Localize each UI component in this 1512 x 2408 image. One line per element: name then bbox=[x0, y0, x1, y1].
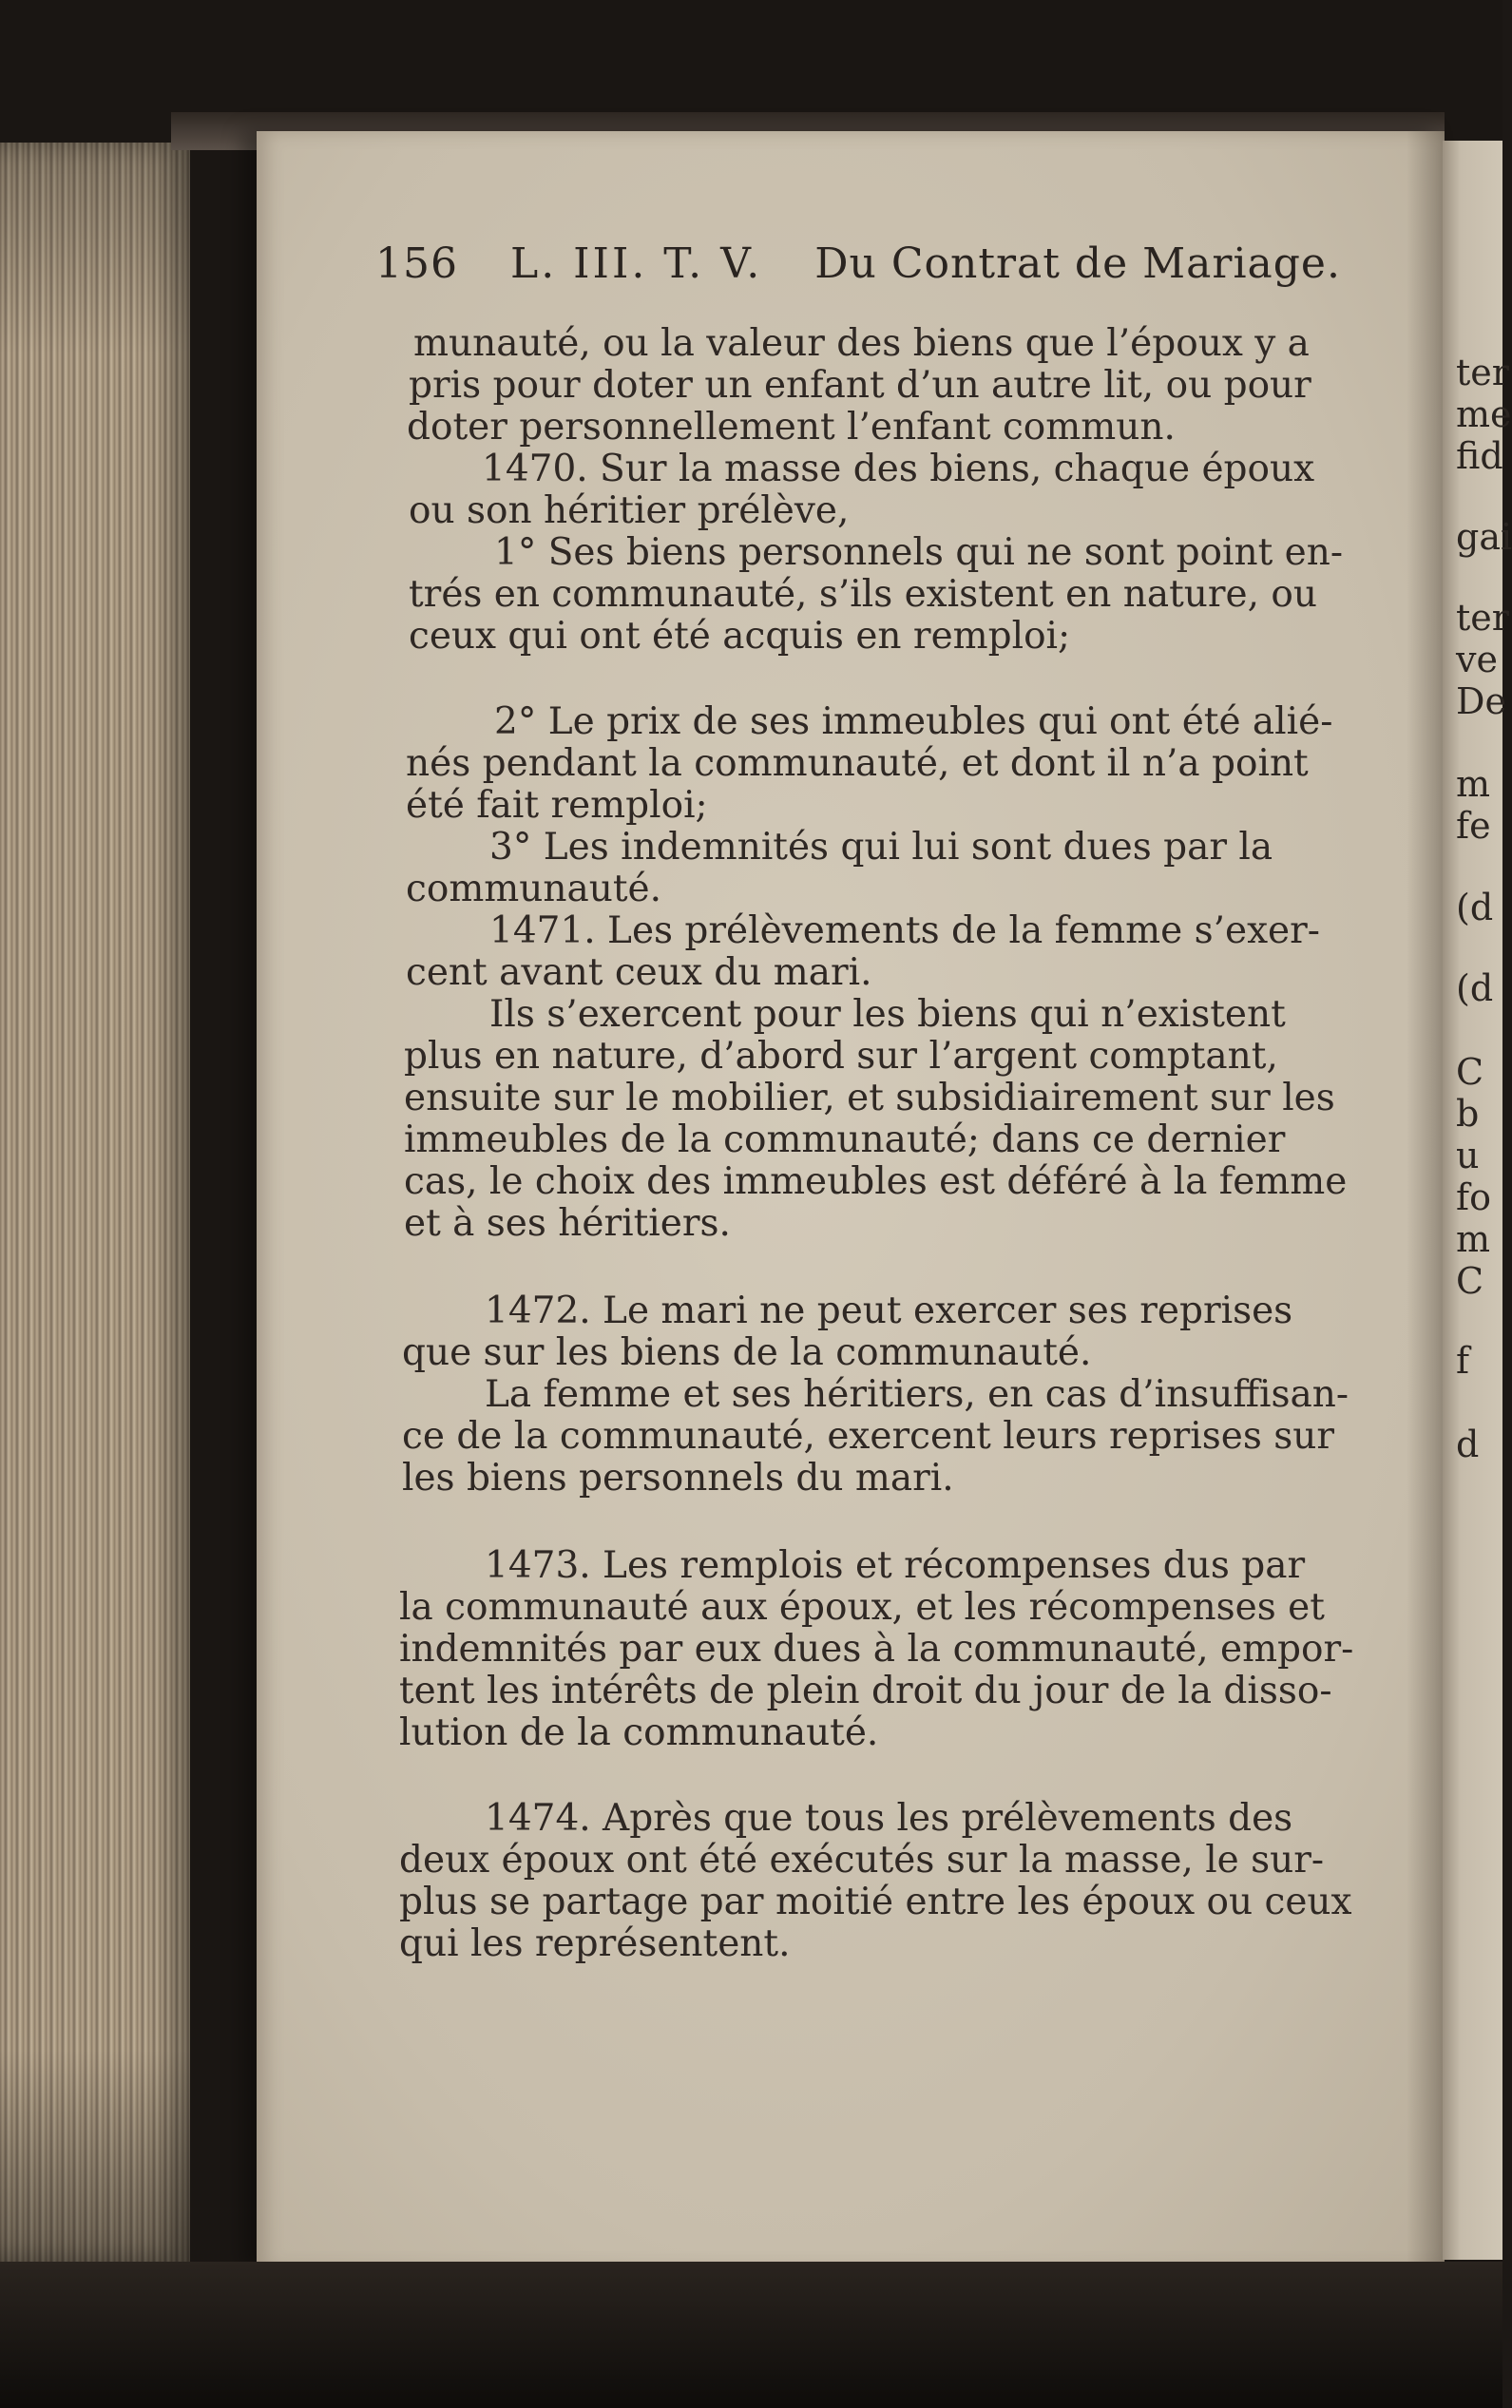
text-line: cas, le choix des immeubles est déféré à la femme bbox=[404, 1160, 1348, 1203]
facing-fragment: m bbox=[1456, 763, 1491, 805]
chapter-title: Du Contrat de Mariage. bbox=[814, 239, 1341, 288]
facing-fragment: fe bbox=[1456, 805, 1491, 847]
facing-fragment: C bbox=[1456, 1051, 1484, 1093]
facing-fragment: u bbox=[1456, 1135, 1480, 1176]
text-line: ceux qui ont été acquis en remploi; bbox=[409, 615, 1071, 658]
text-line: les biens personnels du mari. bbox=[402, 1457, 954, 1500]
text-line: que sur les biens de la communauté. bbox=[402, 1331, 1092, 1374]
facing-fragment: d bbox=[1456, 1424, 1480, 1465]
text-line: 1° Ses biens personnels qui ne sont point en- bbox=[494, 531, 1344, 574]
text-line: tent les intérêts de plein droit du jour de la disso- bbox=[399, 1670, 1332, 1712]
facing-page bbox=[1443, 141, 1512, 2260]
text-line: deux époux ont été exécutés sur la masse, le sur- bbox=[399, 1839, 1325, 1882]
text-line: 1472. Le mari ne peut exercer ses reprises bbox=[485, 1290, 1293, 1332]
gutter-shadow bbox=[1407, 131, 1445, 2269]
text-line: plus se partage par moitié entre les époux ou ceux bbox=[399, 1881, 1352, 1923]
facing-fragment: b bbox=[1456, 1093, 1480, 1135]
text-line: munauté, ou la valeur des biens que l’époux y a bbox=[413, 322, 1310, 365]
text-line: qui les représentent. bbox=[399, 1922, 791, 1965]
facing-fragment: ve bbox=[1456, 639, 1498, 680]
text-line: ou son héritier prélève, bbox=[409, 489, 850, 532]
facing-fragment: gai bbox=[1456, 516, 1512, 558]
text-line: 1473. Les remplois et récompenses dus par bbox=[485, 1544, 1306, 1587]
text-line: immeubles de la communauté; dans ce dernier bbox=[404, 1118, 1286, 1161]
facing-fragment: m bbox=[1456, 1218, 1491, 1260]
text-line: nés pendant la communauté, et dont il n’a point bbox=[406, 742, 1309, 785]
text-line: 3° Les indemnités qui lui sont dues par la bbox=[489, 826, 1273, 869]
text-line: 1470. Sur la masse des biens, chaque époux bbox=[482, 448, 1315, 490]
facing-fragment: f bbox=[1456, 1340, 1470, 1382]
text-line: La femme et ses héritiers, en cas d’insuffisan- bbox=[485, 1373, 1349, 1416]
facing-fragment: fo bbox=[1456, 1176, 1491, 1218]
facing-fragment: (d bbox=[1456, 967, 1494, 1009]
text-line: indemnités par eux dues à la communauté, empor- bbox=[399, 1628, 1354, 1671]
text-line: communauté. bbox=[406, 868, 662, 910]
text-line: ensuite sur le mobilier, et subsidiairement sur les bbox=[404, 1077, 1335, 1119]
text-line: et à ses héritiers. bbox=[404, 1202, 731, 1245]
facing-fragment: C bbox=[1456, 1260, 1484, 1302]
book-reference: L. III. T. V. bbox=[509, 239, 763, 288]
text-line: pris pour doter un enfant d’un autre lit, ou pour bbox=[409, 364, 1311, 407]
text-line: cent avant ceux du mari. bbox=[406, 951, 872, 994]
text-line: la communauté aux époux, et les récompenses et bbox=[399, 1586, 1325, 1629]
facing-fragment: ter bbox=[1456, 352, 1509, 393]
text-line: lution de la communauté. bbox=[399, 1711, 879, 1754]
text-line: 1474. Après que tous les prélèvements des bbox=[485, 1797, 1293, 1840]
text-line: Ils s’exercent pour les biens qui n’existent bbox=[489, 993, 1286, 1036]
table-shadow bbox=[0, 2262, 1502, 2408]
text-line: 2° Le prix de ses immeubles qui ont été alié- bbox=[494, 700, 1333, 743]
facing-fragment: fid bbox=[1456, 435, 1503, 477]
facing-fragment: De bbox=[1456, 680, 1506, 722]
text-line: trés en communauté, s’ils existent en nature, ou bbox=[409, 573, 1317, 616]
text-line: doter personnellement l’enfant commun. bbox=[407, 406, 1176, 449]
facing-fragment: me bbox=[1456, 393, 1512, 435]
page-edges bbox=[0, 143, 190, 2262]
running-head bbox=[375, 239, 1341, 288]
facing-fragment: (d bbox=[1456, 887, 1494, 928]
text-line: plus en nature, d’abord sur l’argent comptant, bbox=[404, 1035, 1278, 1078]
text-line: 1471. Les prélèvements de la femme s’exer- bbox=[489, 909, 1320, 952]
page-number: 156 bbox=[375, 239, 458, 288]
text-line: ce de la communauté, exercent leurs reprises sur bbox=[402, 1415, 1335, 1458]
facing-fragment: ter bbox=[1456, 597, 1509, 639]
text-line: été fait remploi; bbox=[406, 784, 708, 827]
